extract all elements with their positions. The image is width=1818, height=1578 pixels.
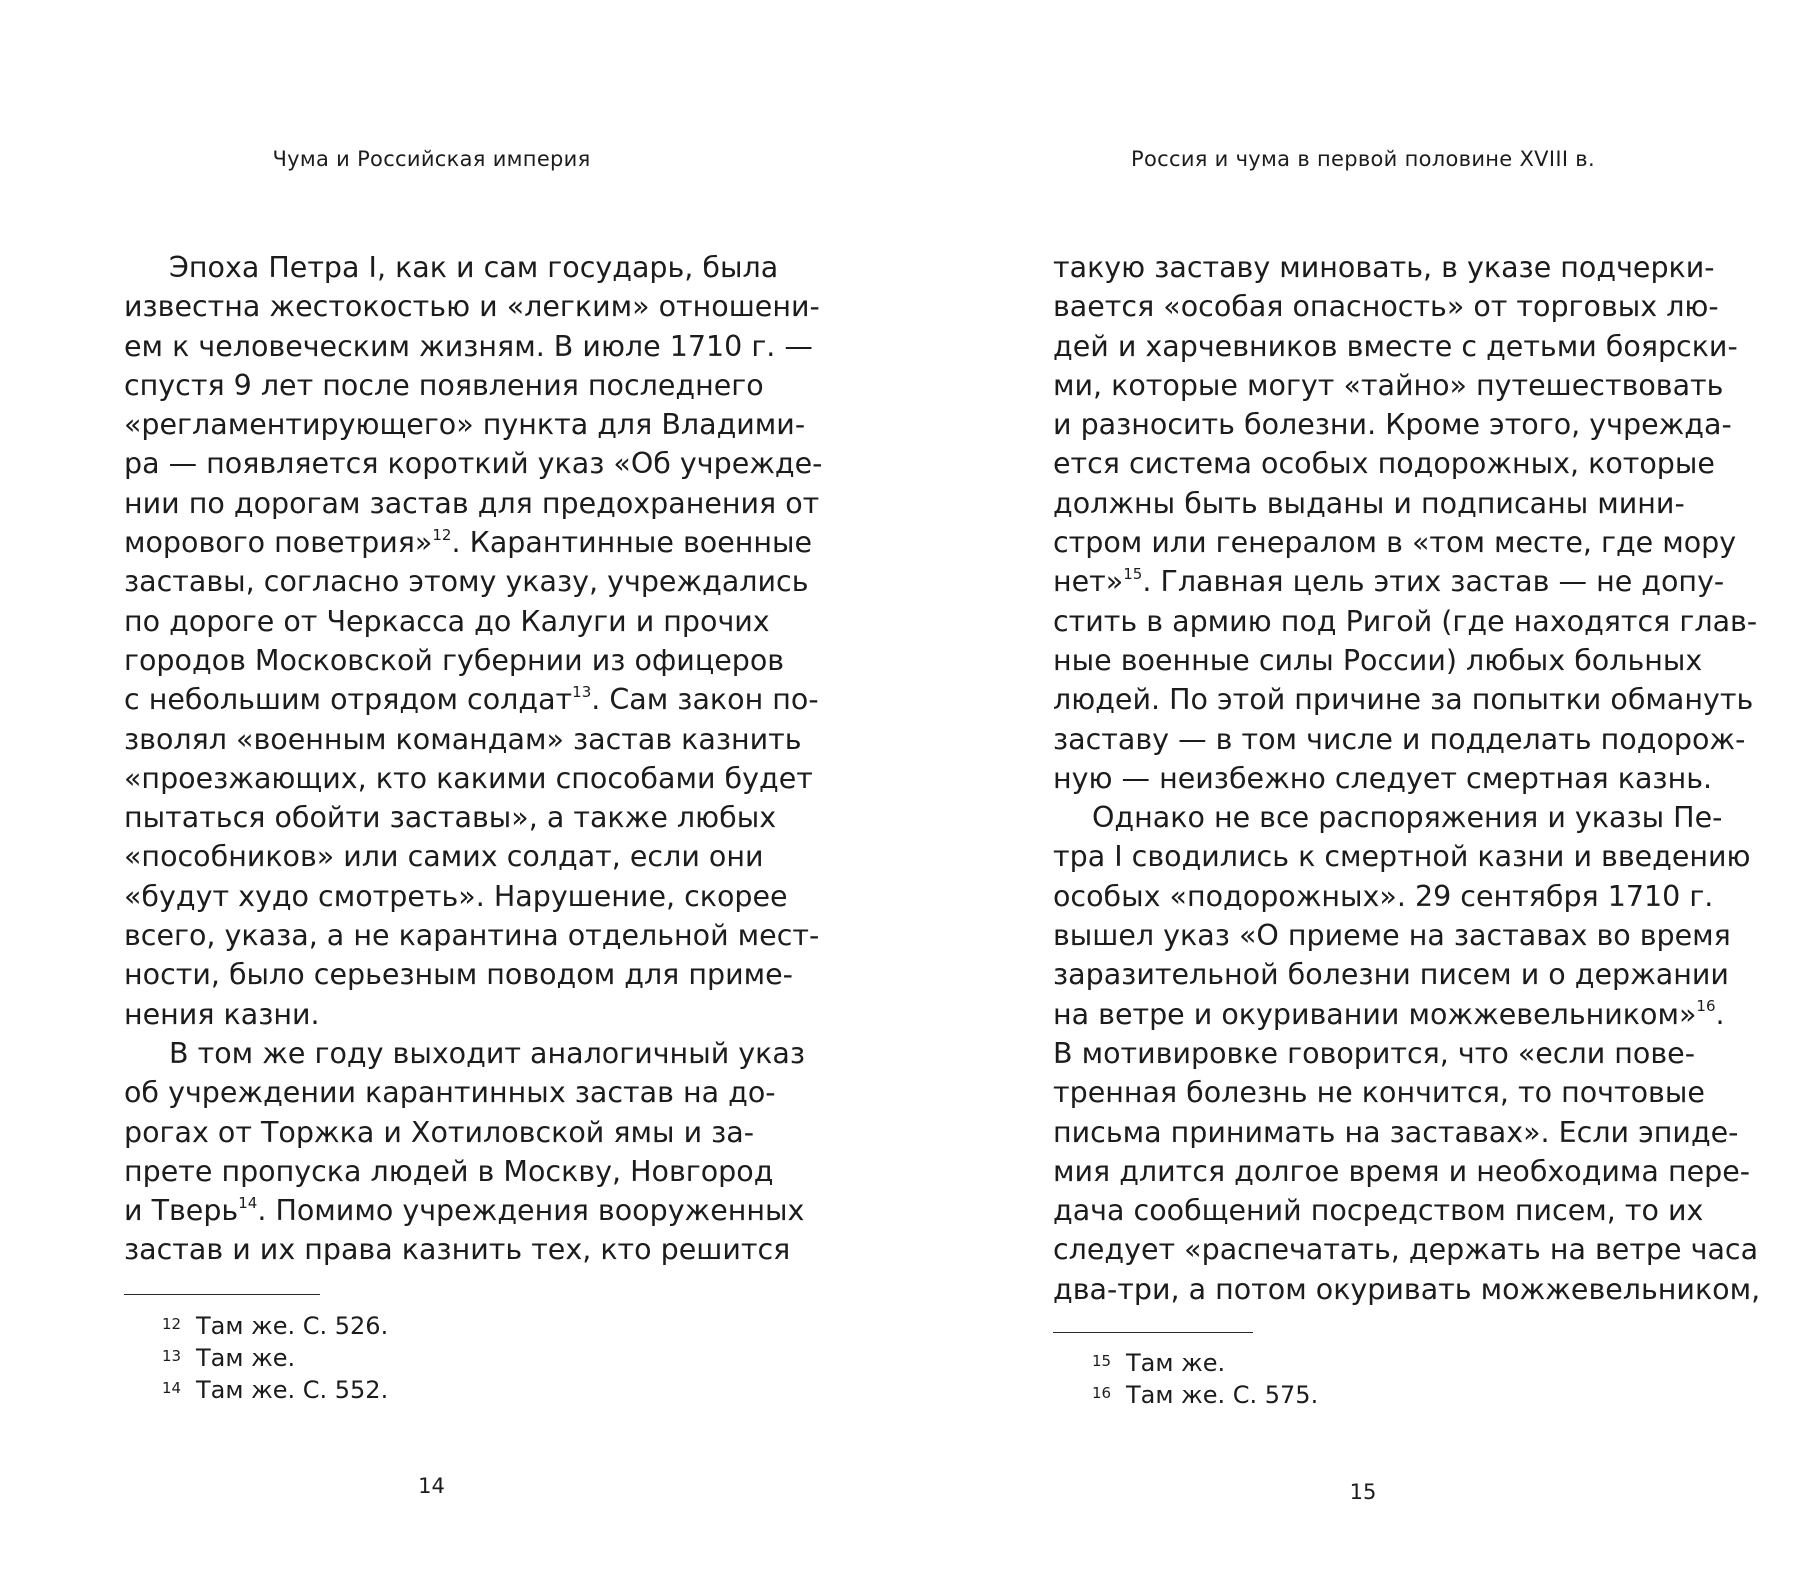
- footnote: [162, 1310, 388, 1342]
- text-line: заставу — в том числе и подделать подорож-: [1053, 722, 1746, 756]
- text-line: вышел указ «О приеме на заставах во время: [1053, 919, 1731, 953]
- footnote: [1092, 1347, 1318, 1379]
- text-line: заразительной болезни писем и о держании: [1053, 958, 1729, 992]
- text-line: застав и их права казнить тех, кто решится: [124, 1233, 791, 1267]
- text-line: Эпоха Петра I, как и сам государь, была: [169, 251, 779, 284]
- text-line: прете пропуска людей в Москву, Новгород: [124, 1154, 774, 1188]
- text-line: ется система особых подорожных, которые: [1053, 447, 1715, 481]
- running-head-right: Россия и чума в первой половине XVIII в.: [1131, 147, 1595, 171]
- text-line: ем к человеческим жизням. В июле 1710 г. —: [124, 329, 813, 363]
- left-page: [124, 0, 823, 1578]
- text-line: стить в армию под Ригой (где находятся глав-: [1053, 604, 1758, 638]
- text-line: тренная болезнь не кончится, то почтовые: [1053, 1076, 1705, 1110]
- footnotes-right: [1092, 1347, 1318, 1411]
- right-page-body: [1053, 248, 1761, 1309]
- footnote-ref[interactable]: 12: [432, 525, 452, 544]
- text-segment: Сам закон по-: [609, 683, 819, 717]
- text-line: людей. По этой причине за попытки обмануть: [1053, 683, 1754, 717]
- footnote-text: Там же. С. 575.: [1126, 1381, 1319, 1409]
- text-line: зволял «военным командам» застав казнить: [124, 722, 802, 756]
- text-line: «будут худо смотреть». Нарушение, скорее: [124, 879, 788, 913]
- text-line: нения казни.: [124, 997, 320, 1031]
- text-line: В том же году выходит аналогичный указ: [169, 1036, 805, 1070]
- text-line: спустя 9 лет после появления последнего: [124, 368, 764, 402]
- footnote-ref[interactable]: 14: [238, 1193, 258, 1212]
- text-segment: на ветре и окуривании можжевельником»: [1053, 997, 1697, 1031]
- footnote-text: Там же. С. 526.: [196, 1312, 389, 1340]
- page-number-right: 15: [1349, 1480, 1377, 1504]
- footnote-number: 13: [162, 1347, 182, 1365]
- text-line: «пособников» или самих солдат, если они: [124, 840, 764, 874]
- text-line: и разносить болезни. Кроме этого, учрежда-: [1053, 408, 1732, 442]
- text-line: дача сообщений посредством писем, то их: [1053, 1194, 1704, 1228]
- right-page: [1053, 0, 1761, 1578]
- text-line: следует «распечатать, держать на ветре часа: [1053, 1233, 1759, 1267]
- text-line: дей и харчевников вместе с детьми боярски-: [1053, 329, 1738, 363]
- text-line: мия длится долгое время и необходима пере-: [1053, 1154, 1751, 1188]
- footnote-ref[interactable]: 15: [1123, 564, 1143, 583]
- left-page-body: [124, 248, 823, 1270]
- text-line: должны быть выданы и подписаны мини-: [1053, 486, 1685, 520]
- text-line: особых «подорожных». 29 сентября 1710 г.: [1053, 879, 1714, 913]
- text-segment: морового поветрия»: [124, 526, 433, 560]
- text-line: городов Московской губернии из офицеров: [124, 643, 785, 677]
- text-line: морового поветрия»$^{12}$. Карантинные военные: [124, 525, 813, 560]
- text-line: известна жестокостью и «легким» отношени-: [124, 290, 820, 324]
- footnote-number: 15: [1092, 1352, 1112, 1370]
- text-line: два-три, а потом окуривать можжевельником,: [1053, 1272, 1761, 1306]
- footnote-text: Там же.: [1126, 1349, 1226, 1377]
- text-segment: Главная цель этих застав — не допу-: [1160, 565, 1725, 599]
- text-line: пытаться обойти заставы», а также любых: [124, 801, 777, 835]
- footnotes-left: [162, 1310, 388, 1406]
- text-line: письма принимать на заставах». Если эпиде-: [1053, 1115, 1739, 1149]
- footnote: [162, 1374, 388, 1406]
- footnote-number: 12: [162, 1315, 182, 1333]
- text-line: нет»$^{15}$. Главная цель этих застав — не допу-: [1053, 564, 1725, 599]
- footnote-text: Там же. С. 552.: [196, 1376, 389, 1404]
- running-head-left: Чума и Российская империя: [272, 147, 591, 171]
- text-line: «регламентирующего» пункта для Владими-: [124, 408, 806, 442]
- text-line: ную — неизбежно следует смертная казнь.: [1053, 761, 1713, 795]
- text-line: «проезжающих, кто какими способами будет: [124, 761, 813, 795]
- text-line: и Тверь$^{14}$. Помимо учреждения вооруженных: [124, 1193, 805, 1228]
- footnote: [1092, 1379, 1318, 1411]
- text-line: тра I сводились к смертной казни и введению: [1053, 840, 1751, 874]
- text-line: такую заставу миновать, в указе подчерки-: [1053, 251, 1715, 284]
- footnote-ref[interactable]: 13: [572, 682, 592, 701]
- footnote-divider: [124, 1294, 320, 1295]
- text-line: вается «особая опасность» от торговых лю-: [1053, 290, 1719, 324]
- footnote-ref[interactable]: 16: [1696, 997, 1716, 1016]
- page-number-left: 14: [418, 1474, 445, 1498]
- text-segment: Помимо учреждения вооруженных: [275, 1194, 805, 1228]
- text-line: Однако не все распоряжения и указы Пе-: [1092, 801, 1723, 835]
- footnote-text: Там же.: [196, 1344, 296, 1372]
- text-segment: с небольшим отрядом солдат: [124, 683, 573, 717]
- text-line: об учреждении карантинных застав на до-: [124, 1076, 776, 1110]
- text-line: В мотивировке говорится, что «если пове-: [1053, 1036, 1695, 1070]
- text-line: рогах от Торжка и Хотиловской ямы и за-: [124, 1115, 755, 1149]
- text-line: на ветре и окуривании можжевельником»$^{16}$.: [1053, 997, 1725, 1031]
- footnote-number: 16: [1092, 1384, 1112, 1402]
- text-segment: нет»: [1053, 565, 1124, 599]
- text-line: всего, указа, а не карантина отдельной мест-: [124, 919, 820, 953]
- text-line: ности, было серьезным поводом для приме-: [124, 958, 793, 992]
- text-line: ные военные силы России) любых больных: [1053, 643, 1703, 677]
- text-line: заставы, согласно этому указу, учреждались: [124, 565, 809, 599]
- footnote: [162, 1342, 388, 1374]
- text-line: ми, которые могут «тайно» путешествовать: [1053, 368, 1724, 402]
- text-segment: Карантинные военные: [469, 526, 813, 560]
- text-line: с небольшим отрядом солдат$^{13}$. Сам закон по-: [124, 682, 819, 717]
- text-line: нии по дорогам застав для предохранения от: [124, 486, 820, 520]
- text-line: по дороге от Черкасса до Калуги и прочих: [124, 604, 770, 638]
- text-line: ра — появляется короткий указ «Об учрежде-: [124, 447, 823, 481]
- footnote-number: 14: [162, 1379, 182, 1397]
- text-line: стром или генералом в «том месте, где мору: [1053, 526, 1737, 560]
- text-segment: и Тверь: [124, 1194, 239, 1228]
- footnote-divider: [1053, 1332, 1253, 1333]
